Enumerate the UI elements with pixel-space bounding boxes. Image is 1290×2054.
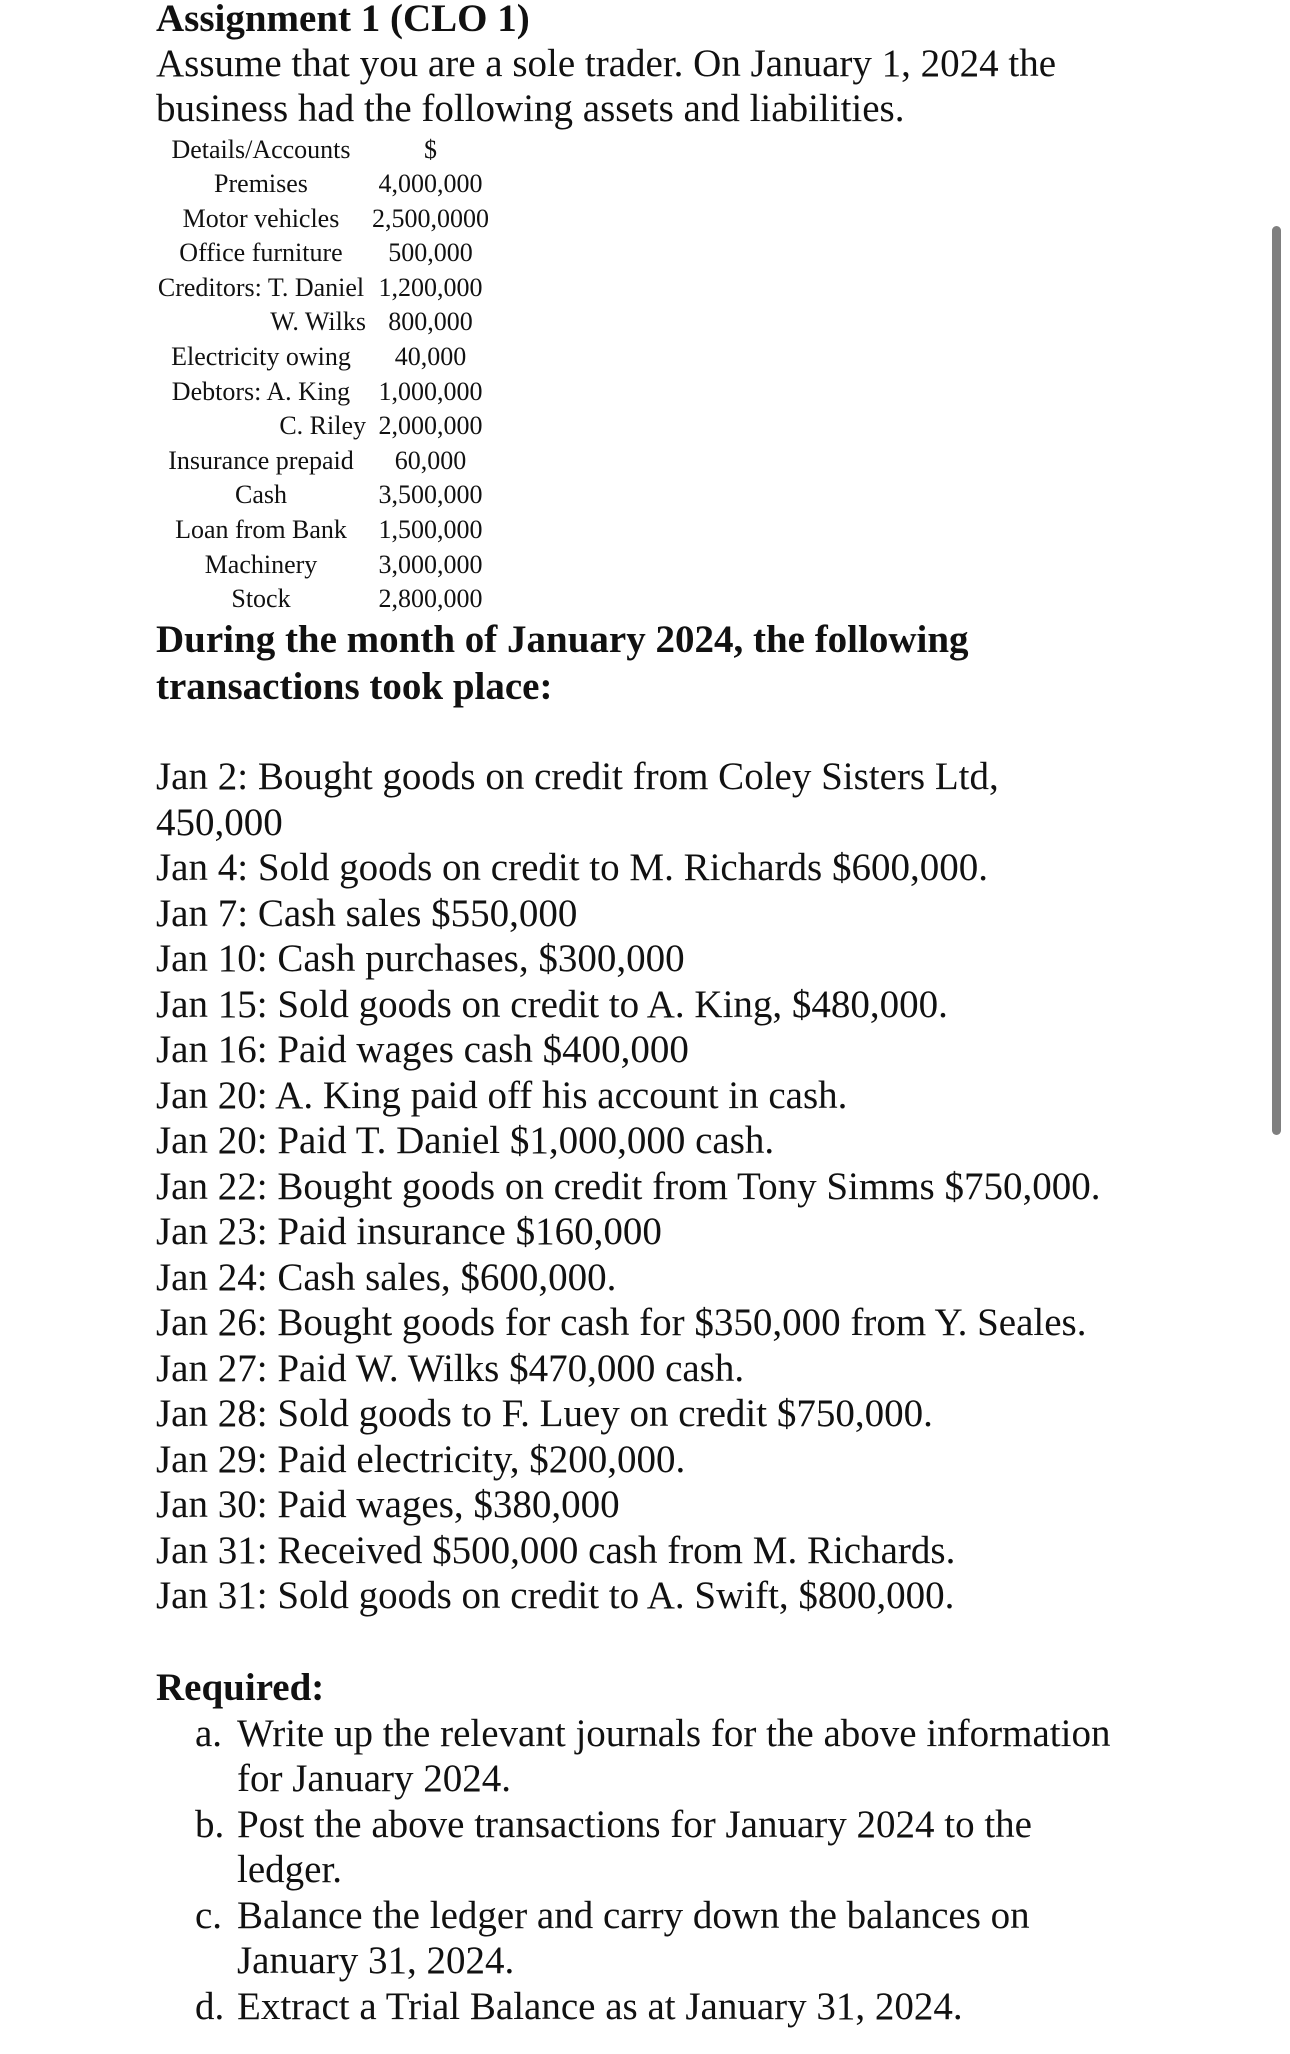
transaction-item: Jan 7: Cash sales $550,000 — [156, 891, 578, 935]
list-marker: b. — [195, 1802, 225, 1846]
transaction-item: Jan 28: Sold goods to F. Luey on credit $750,000. — [156, 1392, 933, 1436]
account-label: Insurance prepaid — [168, 445, 354, 475]
intro-line: Assume that you are a sole trader. On January 1, 2024 the — [156, 42, 1057, 85]
transaction-item: Jan 20: Paid T. Daniel $1,000,000 cash. — [156, 1119, 775, 1163]
transaction-item: Jan 31: Sold goods on credit to A. Swift, $800,000. — [156, 1574, 955, 1618]
required-item-text: Balance the ledger and carry down the balances on January 31, 2024. — [237, 1893, 1030, 1983]
transaction-item: Jan 30: Paid wages, $380,000 — [156, 1483, 620, 1527]
account-value: 500,000 — [388, 238, 473, 268]
account-value: 2,500,0000 — [372, 203, 489, 233]
required-item-text: Post the above transactions for January 2024 to the ledger. — [237, 1802, 1032, 1892]
transactions-heading: During the month of January 2024, the following transactions took place: — [156, 618, 969, 709]
list-marker: d. — [195, 1984, 225, 2028]
table-row — [150, 305, 489, 340]
transaction-item: Jan 20: A. King paid off his account in cash. — [156, 1073, 848, 1117]
vertical-scrollbar-thumb[interactable] — [1272, 226, 1281, 1135]
required-list — [156, 1711, 1131, 2030]
transaction-item: Jan 22: Bought goods on credit from Tony Simms $750,000. — [156, 1164, 1101, 1208]
account-value: 1,500,000 — [378, 515, 483, 545]
transaction-item: Jan 26: Bought goods for cash for $350,000 from Y. Seales. — [156, 1301, 1087, 1345]
account-value: 4,000,000 — [378, 169, 483, 199]
table-row — [150, 340, 489, 375]
account-label: Machinery — [204, 549, 318, 579]
document-title: Assignment 1 (CLO 1) — [156, 0, 530, 40]
transaction-item: Jan 4: Sold goods on credit to M. Richards $600,000. — [156, 846, 988, 890]
transaction-item: Jan 31: Received $500,000 cash from M. Richards. — [156, 1528, 956, 1572]
account-label: W. Wilks — [270, 307, 366, 337]
transaction-item: Jan 29: Paid electricity, $200,000. — [156, 1437, 686, 1481]
account-value: 2,800,000 — [378, 584, 483, 614]
account-label: Electricity owing — [171, 342, 351, 372]
table-header-row — [150, 133, 489, 168]
account-label: Loan from Bank — [175, 515, 347, 545]
table-row — [150, 478, 489, 513]
table-row — [150, 202, 489, 237]
required-item — [156, 1893, 1131, 1984]
assignment-document — [156, 0, 1131, 2029]
account-value: 800,000 — [388, 307, 473, 337]
transaction-item: Jan 2: Bought goods on credit from Coley Sisters Ltd, 450,000 — [156, 755, 999, 844]
account-label: Creditors: T. Daniel — [157, 272, 365, 302]
account-label: Premises — [214, 169, 308, 199]
intro-line: business had the following assets and liabilities. — [156, 87, 905, 130]
account-label: Motor vehicles — [182, 203, 340, 233]
account-label: Debtors: A. King — [171, 376, 351, 406]
transaction-item: Jan 27: Paid W. Wilks $470,000 cash. — [156, 1346, 745, 1390]
table-row — [150, 513, 489, 548]
table-row — [150, 409, 489, 444]
transaction-item: Jan 15: Sold goods on credit to A. King, $480,000. — [156, 982, 948, 1026]
column-header-details: Details/Accounts — [171, 134, 351, 164]
table-row — [150, 236, 489, 271]
transaction-item: Jan 24: Cash sales, $600,000. — [156, 1255, 617, 1299]
required-item — [156, 1802, 1131, 1893]
account-label: Office furniture — [179, 238, 343, 268]
intro-paragraph — [156, 41, 1131, 131]
table-row — [150, 582, 489, 617]
table-row — [150, 375, 489, 410]
account-label: Stock — [231, 584, 291, 614]
account-label: Cash — [235, 480, 287, 510]
account-value: 1,000,000 — [378, 376, 483, 406]
list-marker: a. — [195, 1711, 223, 1755]
account-value: 3,000,000 — [378, 549, 483, 579]
table-row — [150, 444, 489, 479]
required-item-text: Write up the relevant journals for the above information for January 2024. — [237, 1711, 1111, 1801]
transaction-item: Jan 16: Paid wages cash $400,000 — [156, 1028, 689, 1072]
list-marker: c. — [195, 1893, 223, 1937]
table-row — [150, 167, 489, 202]
table-row — [150, 271, 489, 306]
opening-balances-table — [150, 133, 489, 617]
account-value: 3,500,000 — [378, 480, 483, 510]
account-value: 40,000 — [394, 342, 467, 372]
required-item — [156, 1984, 1131, 2030]
required-item-text: Extract a Trial Balance as at January 31, 2024. — [237, 1984, 963, 2028]
required-heading: Required: — [156, 1666, 325, 1710]
account-value: 1,200,000 — [378, 272, 483, 302]
column-header-amount: $ — [424, 134, 437, 164]
table-row — [150, 548, 489, 583]
required-item — [156, 1711, 1131, 1802]
transaction-item: Jan 23: Paid insurance $160,000 — [156, 1210, 662, 1254]
account-value: 60,000 — [394, 445, 467, 475]
transactions-list — [156, 754, 1131, 1619]
transaction-item: Jan 10: Cash purchases, $300,000 — [156, 937, 685, 981]
account-label: C. Riley — [279, 411, 366, 441]
account-value: 2,000,000 — [378, 411, 483, 441]
